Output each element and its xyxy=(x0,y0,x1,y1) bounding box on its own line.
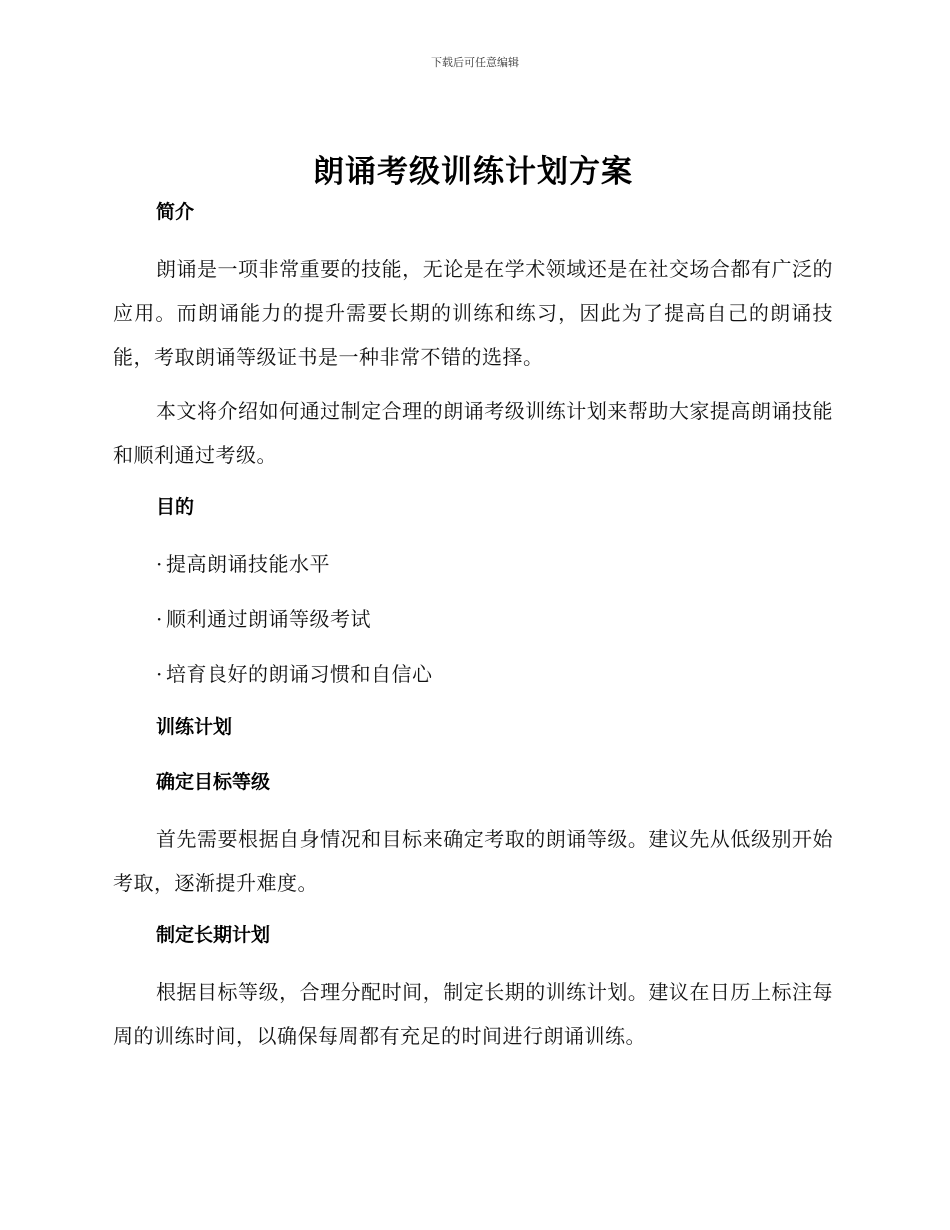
bullet-dot-icon: · xyxy=(156,607,163,631)
intro-paragraph-2: 本文将介绍如何通过制定合理的朗诵考级训练计划来帮助大家提高朗诵技能和顺利通过考级。 xyxy=(113,399,833,467)
subsection-heading-long-term-plan: 制定长期计划 xyxy=(156,924,271,946)
section-heading-goals: 目的 xyxy=(156,496,195,518)
section-heading-intro: 简介 xyxy=(156,201,195,223)
header-note: 下载后可任意编辑 xyxy=(431,56,519,69)
goal-list-item xyxy=(113,652,833,707)
document-content xyxy=(113,148,833,1068)
long-term-plan-paragraph: 根据目标等级，合理分配时间，制定长期的训练计划。建议在日历上标注每周的训练时间，以确保每周都有充足的时间进行朗诵训练。 xyxy=(113,980,833,1048)
section-heading-plan: 训练计划 xyxy=(156,716,233,738)
goal-list-item xyxy=(113,597,833,652)
target-level-paragraph: 首先需要根据自身情况和目标来确定考取的朗诵等级。建议先从低级别开始考取，逐渐提升难度。 xyxy=(113,827,833,895)
document-title: 朗诵考级训练计划方案 xyxy=(313,154,633,190)
bullet-dot-icon: · xyxy=(156,662,163,686)
bullet-dot-icon: · xyxy=(156,552,163,576)
goal-list-item xyxy=(113,542,833,597)
goal-text: 顺利通过朗诵等级考试 xyxy=(166,607,371,631)
goal-text: 提高朗诵技能水平 xyxy=(166,552,330,576)
subsection-heading-target-level: 确定目标等级 xyxy=(156,771,271,793)
intro-paragraph-1: 朗诵是一项非常重要的技能，无论是在学术领域还是在社交场合都有广泛的应用。而朗诵能力的提升需要长期的训练和练习，因此为了提高自己的朗诵技能，考取朗诵等级证书是一种非常不错的选择。 xyxy=(113,257,833,369)
goal-text: 培育良好的朗诵习惯和自信心 xyxy=(166,662,433,686)
